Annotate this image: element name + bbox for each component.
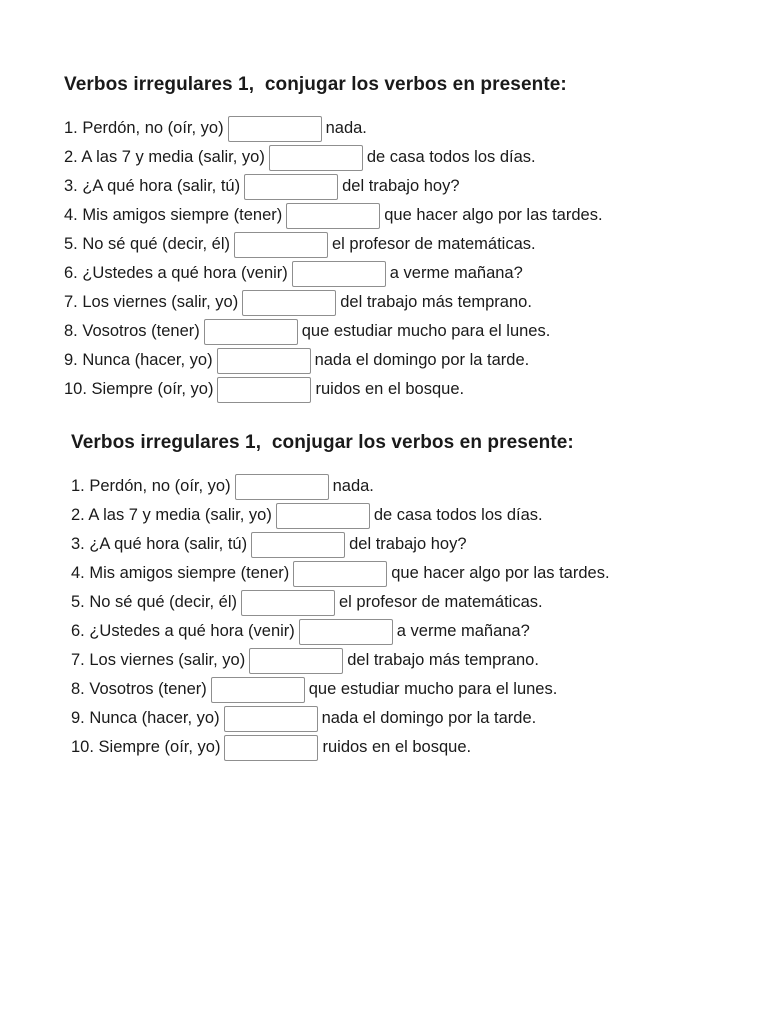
- exercise-row: [64, 288, 603, 317]
- exercise-row: [71, 617, 610, 646]
- exercise-continuation: del trabajo más temprano.: [340, 293, 532, 311]
- answer-input[interactable]: [251, 532, 345, 558]
- exercise-continuation: nada.: [332, 477, 374, 495]
- exercise-prompt: 7. Los viernes (salir, yo): [64, 293, 239, 311]
- exercise-continuation: ruidos en el bosque.: [322, 738, 472, 756]
- exercise-prompt: 2. A las 7 y media (salir, yo): [64, 148, 265, 166]
- exercise-prompt: 6. ¿Ustedes a qué hora (venir): [64, 264, 288, 282]
- exercise-row: [71, 588, 610, 617]
- exercise-continuation: que estudiar mucho para el lunes.: [308, 680, 558, 698]
- exercise-continuation: de casa todos los días.: [366, 148, 536, 166]
- exercise-continuation: del trabajo hoy?: [349, 535, 467, 553]
- exercise-row: [64, 346, 603, 375]
- answer-input[interactable]: [234, 232, 328, 258]
- answer-input[interactable]: [241, 590, 335, 616]
- exercise-continuation: nada el domingo por la tarde.: [321, 709, 537, 727]
- exercise-row: [71, 530, 610, 559]
- answer-input[interactable]: [217, 348, 311, 374]
- answer-input[interactable]: [224, 735, 318, 761]
- exercise-row: [71, 675, 610, 704]
- exercise-row: [71, 646, 610, 675]
- exercise-prompt: 3. ¿A qué hora (salir, tú): [71, 535, 248, 553]
- answer-input[interactable]: [292, 261, 386, 287]
- answer-input[interactable]: [224, 706, 318, 732]
- exercise-continuation: del trabajo hoy?: [342, 177, 460, 195]
- exercise-list: [71, 472, 610, 762]
- answer-input[interactable]: [211, 677, 305, 703]
- exercise-continuation: de casa todos los días.: [373, 506, 543, 524]
- exercise-list: [64, 114, 603, 404]
- answer-input[interactable]: [299, 619, 393, 645]
- exercise-prompt: 5. No sé qué (decir, él): [64, 235, 230, 253]
- exercise-prompt: 5. No sé qué (decir, él): [71, 593, 237, 611]
- exercise-row: [64, 259, 603, 288]
- answer-input[interactable]: [217, 377, 311, 403]
- exercise-continuation: a verme mañana?: [389, 264, 523, 282]
- worksheet-title: Verbos irregulares 1, conjugar los verbos en presente:: [64, 74, 567, 95]
- exercise-row: [71, 559, 610, 588]
- exercise-prompt: 4. Mis amigos siempre (tener): [71, 564, 290, 582]
- exercise-continuation: que estudiar mucho para el lunes.: [301, 322, 551, 340]
- exercise-row: [64, 143, 603, 172]
- exercise-prompt: 10. Siempre (oír, yo): [64, 380, 214, 398]
- exercise-row: [64, 201, 603, 230]
- exercise-continuation: a verme mañana?: [396, 622, 530, 640]
- answer-input[interactable]: [242, 290, 336, 316]
- exercise-prompt: 8. Vosotros (tener): [64, 322, 200, 340]
- exercise-continuation: nada.: [325, 119, 367, 137]
- answer-input[interactable]: [228, 116, 322, 142]
- exercise-prompt: 4. Mis amigos siempre (tener): [64, 206, 283, 224]
- exercise-prompt: 10. Siempre (oír, yo): [71, 738, 221, 756]
- answer-input[interactable]: [286, 203, 380, 229]
- exercise-continuation: nada el domingo por la tarde.: [314, 351, 530, 369]
- exercise-prompt: 1. Perdón, no (oír, yo): [64, 119, 224, 137]
- answer-input[interactable]: [276, 503, 370, 529]
- exercise-row: [64, 114, 603, 143]
- worksheet-title: Verbos irregulares 1, conjugar los verbos en presente:: [71, 432, 574, 453]
- exercise-row: [64, 375, 603, 404]
- answer-input[interactable]: [249, 648, 343, 674]
- exercise-prompt: 9. Nunca (hacer, yo): [71, 709, 220, 727]
- exercise-continuation: el profesor de matemáticas.: [332, 235, 536, 253]
- exercise-row: [64, 172, 603, 201]
- exercise-prompt: 8. Vosotros (tener): [71, 680, 207, 698]
- exercise-prompt: 9. Nunca (hacer, yo): [64, 351, 213, 369]
- answer-input[interactable]: [293, 561, 387, 587]
- answer-input[interactable]: [235, 474, 329, 500]
- exercise-continuation: el profesor de matemáticas.: [339, 593, 543, 611]
- exercise-continuation: del trabajo más temprano.: [347, 651, 539, 669]
- exercise-row: [64, 317, 603, 346]
- exercise-row: [71, 472, 610, 501]
- answer-input[interactable]: [269, 145, 363, 171]
- exercise-row: [71, 704, 610, 733]
- exercise-row: [64, 230, 603, 259]
- exercise-prompt: 7. Los viernes (salir, yo): [71, 651, 246, 669]
- exercise-prompt: 1. Perdón, no (oír, yo): [71, 477, 231, 495]
- exercise-prompt: 2. A las 7 y media (salir, yo): [71, 506, 272, 524]
- exercise-prompt: 6. ¿Ustedes a qué hora (venir): [71, 622, 295, 640]
- answer-input[interactable]: [204, 319, 298, 345]
- exercise-row: [71, 733, 610, 762]
- exercise-continuation: ruidos en el bosque.: [315, 380, 465, 398]
- exercise-prompt: 3. ¿A qué hora (salir, tú): [64, 177, 241, 195]
- exercise-row: [71, 501, 610, 530]
- answer-input[interactable]: [244, 174, 338, 200]
- exercise-continuation: que hacer algo por las tardes.: [391, 564, 610, 582]
- exercise-continuation: que hacer algo por las tardes.: [384, 206, 603, 224]
